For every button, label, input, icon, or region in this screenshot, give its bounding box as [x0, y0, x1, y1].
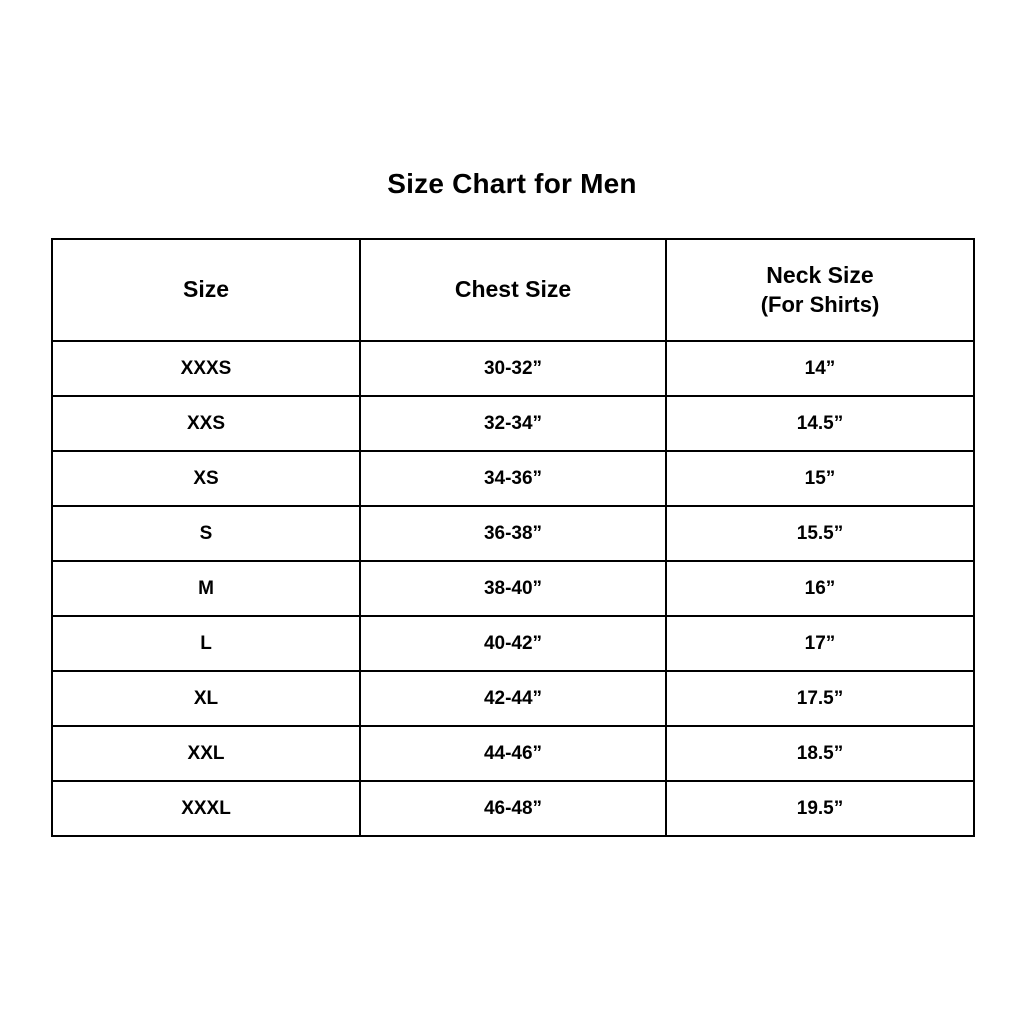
cell-chest: 42-44”	[360, 671, 666, 726]
cell-neck: 17.5”	[666, 671, 974, 726]
table-header	[52, 239, 974, 341]
column-header-neck-sublabel: (For Shirts)	[760, 291, 880, 317]
cell-neck: 18.5”	[666, 726, 974, 781]
cell-size: XXXL	[52, 781, 360, 836]
table-body	[52, 341, 974, 836]
cell-neck: 16”	[666, 561, 974, 616]
table-header-row	[52, 239, 974, 341]
cell-chest: 46-48”	[360, 781, 666, 836]
cell-neck: 14.5”	[666, 396, 974, 451]
size-table-container	[51, 238, 973, 837]
cell-chest: 44-46”	[360, 726, 666, 781]
cell-neck: 15.5”	[666, 506, 974, 561]
cell-chest: 32-34”	[360, 396, 666, 451]
cell-size: S	[52, 506, 360, 561]
table-row	[52, 726, 974, 781]
table-row	[52, 561, 974, 616]
cell-neck: 14”	[666, 341, 974, 396]
cell-size: XS	[52, 451, 360, 506]
column-header-neck-label: Neck Size	[766, 262, 874, 289]
column-header-chest	[360, 239, 666, 341]
cell-chest: 34-36”	[360, 451, 666, 506]
table-row	[52, 451, 974, 506]
table-row	[52, 781, 974, 836]
cell-chest: 36-38”	[360, 506, 666, 561]
cell-neck: 19.5”	[666, 781, 974, 836]
page-title: Size Chart for Men	[387, 168, 637, 199]
cell-size: XXL	[52, 726, 360, 781]
cell-size: XXXS	[52, 341, 360, 396]
cell-size: XXS	[52, 396, 360, 451]
cell-size: XL	[52, 671, 360, 726]
cell-neck: 15”	[666, 451, 974, 506]
column-header-chest-label: Chest Size	[454, 276, 572, 303]
cell-chest: 40-42”	[360, 616, 666, 671]
size-table	[51, 238, 975, 837]
column-header-neck	[666, 239, 974, 341]
column-header-size	[52, 239, 360, 341]
table-row	[52, 616, 974, 671]
cell-size: M	[52, 561, 360, 616]
table-row	[52, 671, 974, 726]
cell-neck: 17”	[666, 616, 974, 671]
cell-chest: 38-40”	[360, 561, 666, 616]
table-row	[52, 396, 974, 451]
column-header-size-label: Size	[182, 276, 230, 303]
table-row	[52, 341, 974, 396]
cell-size: L	[52, 616, 360, 671]
table-row	[52, 506, 974, 561]
cell-chest: 30-32”	[360, 341, 666, 396]
